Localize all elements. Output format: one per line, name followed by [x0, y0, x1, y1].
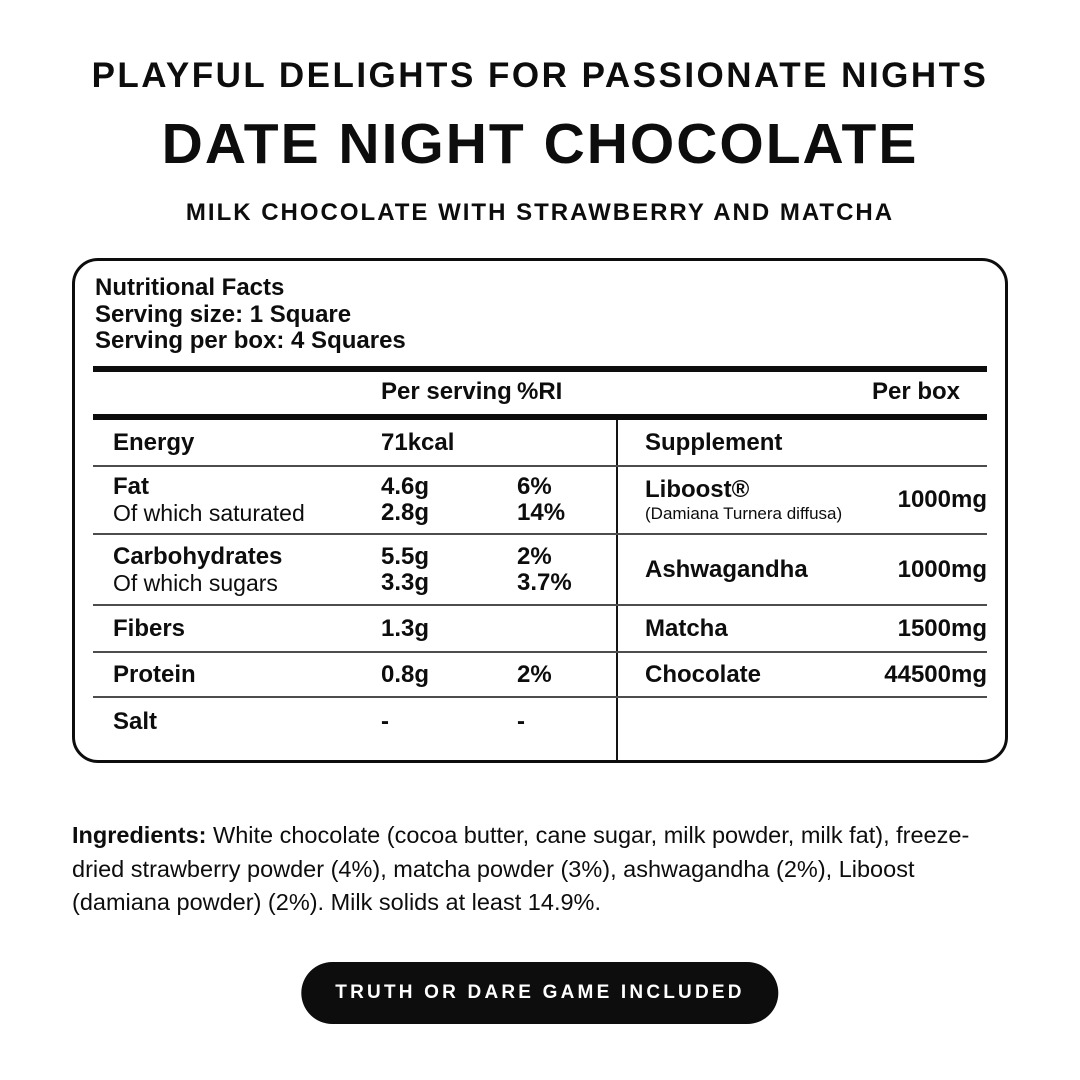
supplement-amount: 44500mg	[884, 660, 987, 688]
table-row	[93, 533, 987, 604]
table-row	[93, 696, 987, 760]
nutrient-ri: 2%	[517, 542, 552, 570]
ingredients-paragraph	[72, 819, 1012, 920]
ingredients-text: White chocolate (cocoa butter, cane sugar, milk powder, milk fat), freeze-dried strawberry powder (4%), matcha powder (3%), ashwagandha (2%), Liboost (damiana powder) (2%). Milk solids at least 14.9%.	[72, 822, 970, 915]
nutrition-header	[75, 261, 1005, 366]
nutrition-heading: Nutritional Facts	[95, 274, 285, 301]
nutrient-subri: 3.7%	[517, 568, 572, 596]
nutrient-name: Fibers	[113, 614, 186, 642]
table-row	[93, 465, 987, 533]
column-per-box: Per box	[872, 377, 961, 405]
nutrient-value: 0.8g	[381, 660, 430, 688]
supplement-name: Ashwagandha	[645, 555, 808, 583]
nutrient-subvalue: 2.8g	[381, 499, 430, 526]
product-subtitle: MILK CHOCOLATE WITH STRAWBERRY AND MATCHA	[185, 199, 895, 226]
header	[0, 0, 1080, 226]
serving-per-box: Serving per box: 4 Squares	[95, 327, 406, 354]
nutrition-facts-panel	[72, 258, 1008, 763]
nutrient-ri: -	[517, 708, 525, 735]
nutrient-subri: 14%	[517, 499, 566, 526]
column-per-serving: Per serving	[381, 377, 512, 405]
supplement-heading: Supplement	[645, 428, 783, 456]
nutrient-name: Carbohydrates	[113, 542, 283, 570]
nutrition-table-body	[93, 420, 987, 760]
supplement-amount: 1500mg	[897, 614, 987, 642]
column-headers	[93, 372, 987, 415]
nutrient-ri: 6%	[517, 473, 552, 500]
page-title: DATE NIGHT CHOCOLATE	[161, 112, 919, 176]
column-ri: %RI	[517, 377, 563, 405]
supplement-amount: 1000mg	[897, 486, 987, 513]
nutrient-ri: 2%	[517, 660, 552, 688]
nutrient-subname: Of which sugars	[113, 569, 278, 596]
nutrient-value: 4.6g	[381, 473, 430, 500]
nutrient-name: Protein	[113, 660, 196, 688]
table-row	[93, 651, 987, 696]
nutrient-name: Energy	[113, 428, 195, 456]
truth-or-dare-badge: TRUTH OR DARE GAME INCLUDED	[301, 962, 778, 1024]
nutrient-value: 71kcal	[381, 428, 455, 456]
supplement-name: Chocolate	[645, 660, 762, 688]
nutrient-value: 5.5g	[381, 542, 430, 570]
ingredients-label: Ingredients:	[72, 822, 207, 848]
supplement-amount: 1000mg	[897, 555, 987, 583]
table-row	[93, 604, 987, 651]
nutrient-value: -	[381, 708, 389, 735]
nutrient-value: 1.3g	[381, 614, 430, 642]
supplement-note: (Damiana Turnera diffusa)	[645, 504, 843, 523]
tagline: PLAYFUL DELIGHTS FOR PASSIONATE NIGHTS	[91, 56, 989, 95]
supplement-name: Liboost®	[645, 476, 750, 503]
serving-size: Serving size: 1 Square	[95, 300, 352, 328]
nutrient-subvalue: 3.3g	[381, 568, 430, 596]
supplement-name: Matcha	[645, 614, 728, 642]
nutrient-name: Salt	[113, 708, 158, 735]
table-row	[93, 420, 987, 465]
nutrient-name: Fat	[113, 473, 149, 500]
nutrient-subname: Of which saturated	[113, 500, 305, 526]
column-spacer	[113, 379, 381, 405]
column-spacer	[643, 379, 872, 405]
